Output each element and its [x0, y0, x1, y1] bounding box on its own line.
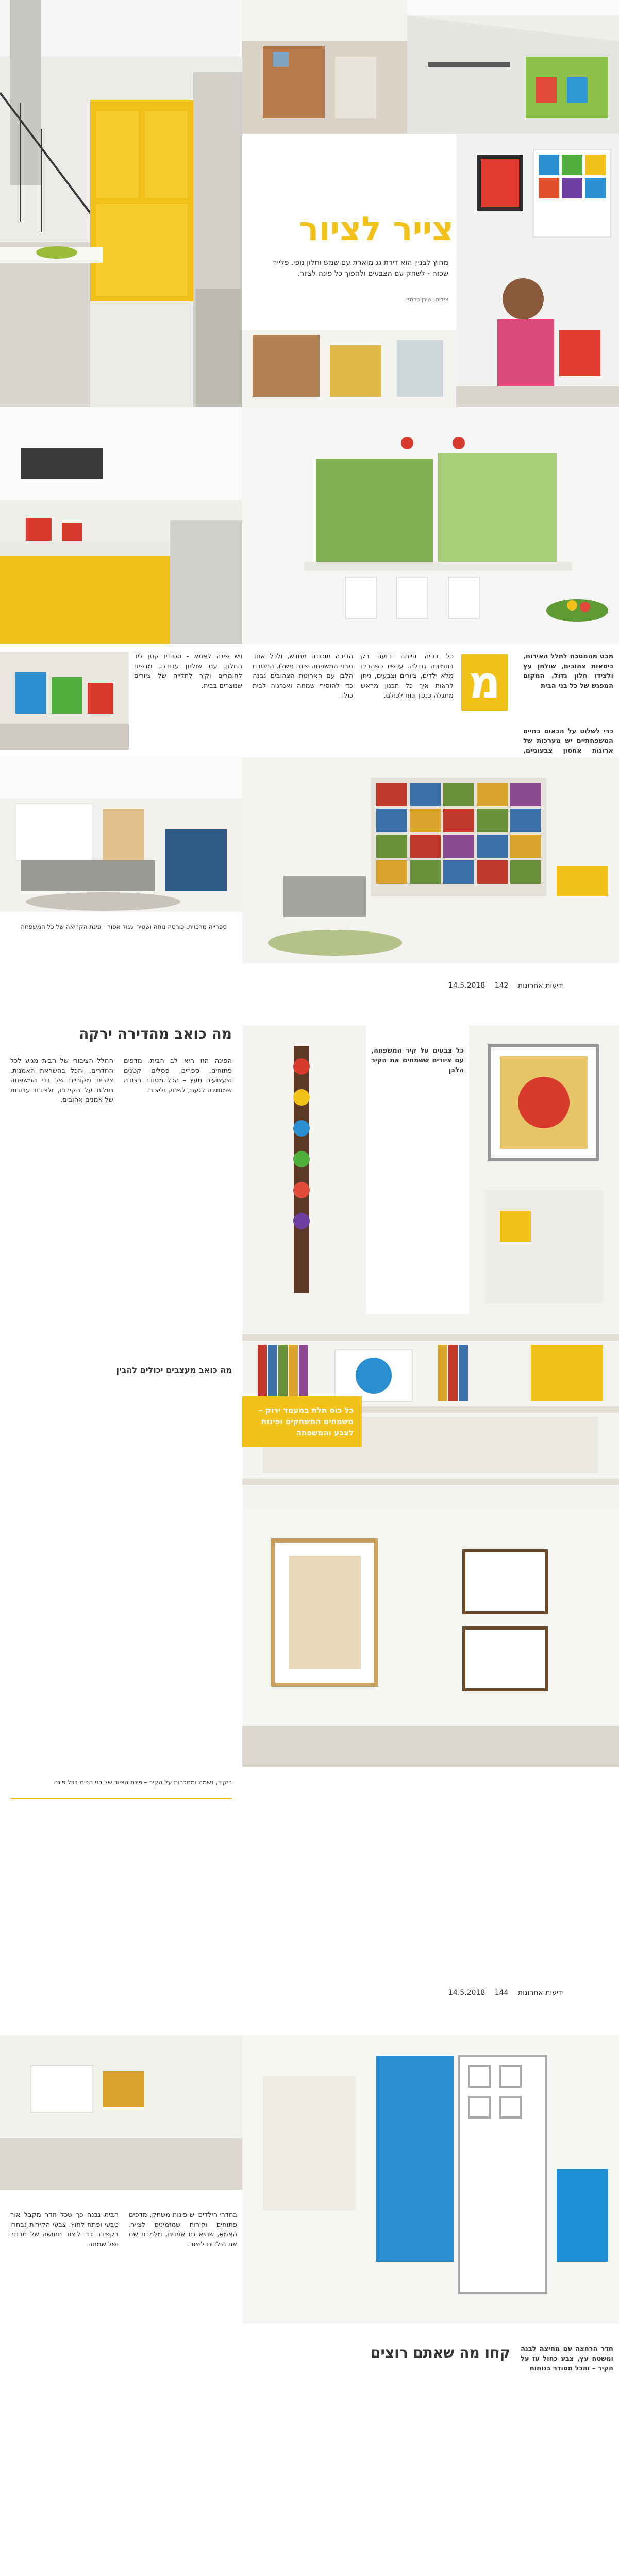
side-text: מבט מהמטבח לחלל האירוח, כיסאות צהובים, שולחן עץ ולצידו חלון גדול. המקום המפגש של כל בני הבית	[523, 653, 613, 690]
side-quote: כדי לשלוט על הכאוס בחיים המשפחתיים יש מערכות של ארונות אחסון צבעוניים,	[523, 727, 613, 755]
drop-cap: מ	[461, 654, 508, 711]
tile-caption: חדר הרחצה עם מחיצה לבנה ומשטח עץ, צבע כחול עז על הקיר – והכל מסודר בנוחות	[521, 2345, 613, 2372]
studio-photo	[0, 652, 129, 750]
credit: צילום: שירן כרמל	[406, 296, 448, 303]
article-col-1: הבית נבנה כך שכל חדר מקבל אור טבעי ופתח לחוץ. צבעי הקירות נבחרו בקפידה כדי ליצור תחושה של מרחב ושל שמחה.	[10, 2211, 119, 2248]
bathroom-photo	[242, 2035, 619, 2324]
folio-publication: ידיעות אחרונות	[517, 981, 564, 990]
folio-date: 14.5.2018	[448, 1989, 486, 1997]
kitchen-illustration	[0, 0, 242, 407]
intro-text: מחוץ לבניין הוא דירת גג מוארת עם שמש וחלון נופי. פלייר שכזה - לשחק עם הצבעים ולהפוך כל פינה לציור.	[273, 259, 448, 278]
staircase-graphic	[242, 330, 456, 407]
bedroom-photo	[0, 2035, 242, 2190]
pull-quote: כל כוס תלת במעמד ירוק – משמחים המשחקים ופינות לצבע והמשפחה	[242, 1396, 362, 1447]
portrait-photo	[456, 134, 619, 407]
folio-date: 14.5.2018	[448, 981, 486, 990]
dining-photo	[242, 407, 619, 644]
framed-art-photo	[242, 1510, 619, 1767]
headline: צייר לציור	[298, 210, 454, 248]
art-caption: ריקוד, נשמה ומחברות על הקיר – פינת הציור של בני הבית בכל פינה	[54, 1778, 232, 1786]
terrace-photo	[407, 0, 619, 134]
kitchen-detail-photo	[0, 407, 242, 644]
folio-page-number: 144	[494, 1989, 509, 1997]
spread-3	[0, 2014, 619, 2576]
folio-1	[448, 981, 564, 990]
reading-corner-photo	[0, 757, 242, 912]
article-col-1: כל בנייה הייתה ידועה רק בתמיהה גדולה. עכשיו כשהבית מלא ילדים, ציורים וצבעים, ניתן לראות איך כל תכנון מראש מתגלה כנכון ונוח לכולם.	[361, 653, 454, 700]
heading-3: קחו מה שאתם רוצים	[371, 2344, 510, 2361]
library-photo	[242, 757, 619, 963]
article-col-1: החלל הציבורי של הבית מגיע לכל החדרים, והכל בהשראת האמנות. ציורים מקוריים של בני המשפחה נתלים על הקירות, ולצידם עבודות של אמנים אהובים.	[10, 1057, 113, 1104]
folio-page-number: 142	[494, 981, 509, 990]
heading-sub: מה כואב מעצבים יכולים להבין	[116, 1365, 232, 1375]
side-caption: כל צבעים על קיר המשפחה, עם ציורים ששמחים את הקיר הלבן	[371, 1047, 464, 1074]
article-col-2: הפינה הזו היא לב הבית. מדפים פתוחים, ספרים, פסלים קטנים וצעצועים מעץ – הכל מסודר בצורה שמזמינה לגעת, לשחק וליצור.	[124, 1057, 232, 1094]
headline-block	[242, 134, 456, 407]
article-col-3: ויש פינה לאמא - סטודיו קטן ליד החלון, עם שולחן עבודה, מדפים לחומרים וקיר לתלייה של ציורים שנוצרים בבית.	[134, 653, 242, 690]
spread-2	[0, 1005, 619, 2014]
totem-photo	[242, 1025, 366, 1314]
library-caption: ספרייה מרכזית, כורסה נוחה ושטיח עגול אפור - פינת הקריאה של כל המשפחה	[21, 923, 227, 930]
folio-publication: ידיעות אחרונות	[517, 1989, 564, 1997]
kitchen-photo	[0, 0, 242, 407]
wall-art-photo	[469, 1025, 619, 1314]
article-col-2: בחדרי הילדים יש פינות משחק, מדפים פתוחים וקירות שמזמינים לצייר. האמא, שהיא גם אמנית, מלמדת שם את הילדים ליצור.	[129, 2211, 237, 2248]
yellow-rule	[10, 1798, 232, 1799]
article-col-2: הדירה תוכננה מחדש, ולכל אחד מבני המשפחה פינה משלו. המטבח הלבן עם הארונות הצהובים נבנה כדי להוסיף שמחה ואנרגיה לבית כולו.	[253, 653, 353, 700]
living-photo	[242, 0, 407, 134]
folio-2	[448, 1989, 564, 1997]
heading-2: מה כואב מהדירה ירקה	[79, 1025, 232, 1042]
spread-1	[0, 0, 619, 1005]
